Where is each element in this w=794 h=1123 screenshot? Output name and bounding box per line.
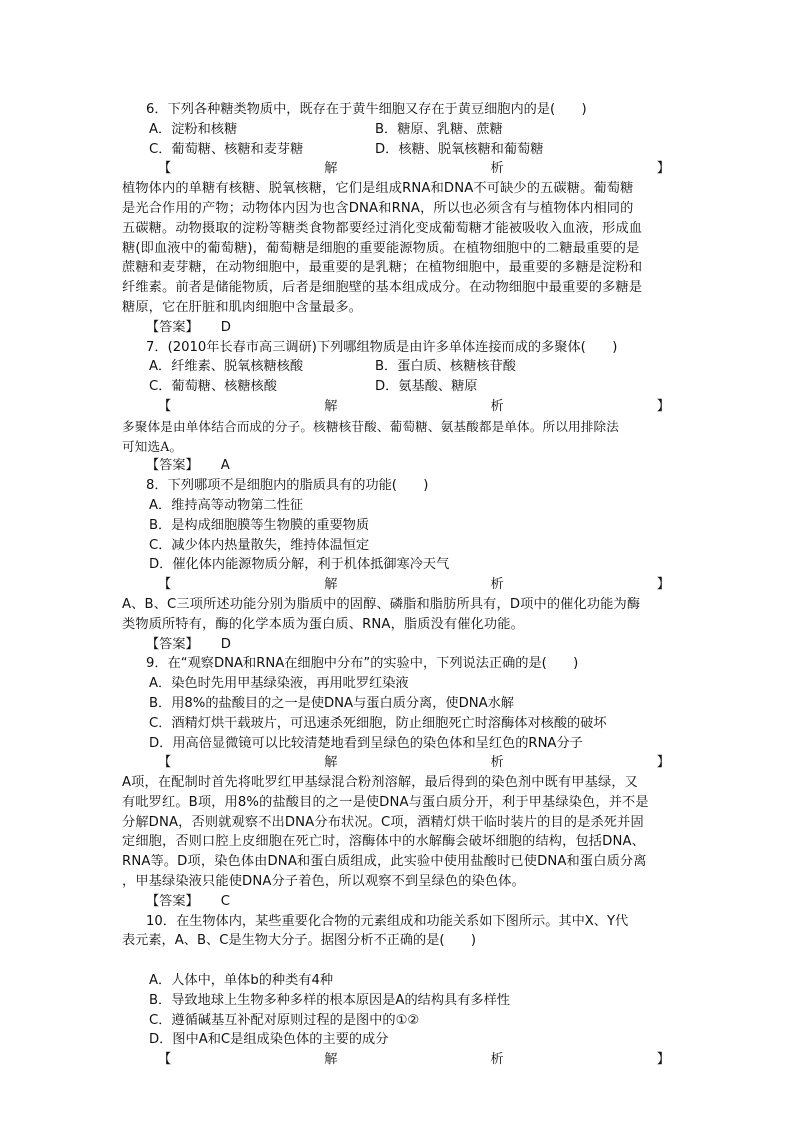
analysis-char-1: 解 <box>324 755 338 771</box>
option-b: B．导致地球上生物多种多样的根本原因是A的结构具有多样性 <box>149 992 510 1008</box>
bracket-open: 【 <box>158 755 172 771</box>
option-b: B．糖原、乳糖、蔗糖 <box>375 121 503 137</box>
option-c: C．葡萄糖、核糖核酸 <box>149 379 277 395</box>
bracket-close: 】 <box>656 1052 670 1068</box>
option-c: C．遵循碱基互补配对原则过程的是图中的①② <box>149 1012 420 1028</box>
question-7-options-cd <box>122 377 674 397</box>
analysis-line: 有吡罗红。B项，用8%的盐酸目的之一是使DNA与蛋白质分开，利于甲基绿染色，并不是 <box>122 794 649 810</box>
analysis-line: 多聚体是由单体结合而成的分子。核糖核苷酸、葡萄糖、氨基酸都是单体。所以用排除法 <box>122 418 620 434</box>
option-a: A．染色时先用甲基绿染液，再用吡罗红染液 <box>149 676 409 692</box>
answer-value: A <box>220 458 230 474</box>
option-b: B．是构成细胞膜等生物膜的重要物质 <box>149 517 370 533</box>
analysis-line: A、B、C三项所述功能分别为脂质中的固醇、磷脂和脂肪所具有，D项中的催化功能为酶 <box>122 596 641 612</box>
answer-label: 【答案】 <box>146 319 199 335</box>
bracket-close: 】 <box>656 398 670 414</box>
question-10-stem-line-1: 10．在生物体内，某些重要化合物的元素组成和功能关系如下图所示。其中X、Y代 <box>146 913 629 929</box>
analysis-header <box>122 1050 674 1070</box>
bracket-open: 【 <box>158 1052 172 1068</box>
analysis-header <box>122 753 674 773</box>
question-6-options-ab <box>122 120 674 140</box>
question-10-stem-line-2: 表元素，A、B、C是生物大分子。据图分析不正确的是( ) <box>122 933 477 949</box>
analysis-line: RNA等。D项，染色体由DNA和蛋白质组成，此实验中使用盐酸时已使DNA和蛋白质分离 <box>122 854 647 870</box>
analysis-line: 糖原，它在肝脏和肌肉细胞中含量最多。 <box>122 299 363 315</box>
bracket-open: 【 <box>158 577 172 593</box>
option-b: B．蛋白质、核糖核苷酸 <box>375 359 516 375</box>
answer-value: D <box>220 319 231 335</box>
analysis-char-1: 解 <box>324 398 338 414</box>
option-d: D．图中A和C是组成染色体的主要的成分 <box>149 1032 389 1048</box>
question-7-stem: 7．(2010年长春市高三调研)下列哪组物质是由许多单体连接而成的多聚体( ) <box>146 339 618 355</box>
question-6-answer <box>122 318 674 338</box>
analysis-char-1: 解 <box>324 161 338 177</box>
figure-gap <box>122 951 674 971</box>
analysis-char-2: 析 <box>490 577 504 593</box>
analysis-line: 分解DNA，否则就观察不出DNA分布状况。C项，酒精灯烘干临时装片的目的是杀死并固 <box>122 814 644 830</box>
option-c: C．葡萄糖、核糖和麦芽糖 <box>149 141 304 157</box>
question-9-analysis <box>122 773 674 892</box>
question-6-options-cd <box>122 140 674 160</box>
analysis-line: 类物质所特有，酶的化学本质为蛋白质、RNA，脂质没有催化功能。 <box>122 616 524 632</box>
analysis-header <box>122 397 674 417</box>
option-c: C．酒精灯烘干载玻片，可迅速杀死细胞，防止细胞死亡时溶酶体对核酸的破坏 <box>149 715 607 731</box>
answer-value: D <box>220 636 231 652</box>
question-8-analysis <box>122 595 674 635</box>
analysis-header <box>122 575 674 595</box>
option-d: D．催化体内能源物质分解，利于机体抵御寒冷天气 <box>149 557 450 573</box>
analysis-line: A项，在配制时首先将吡罗红甲基绿混合粉剂溶解，最后得到的染色剂中既有甲基绿，又 <box>122 775 638 791</box>
answer-label: 【答案】 <box>146 636 199 652</box>
analysis-char-2: 析 <box>490 161 504 177</box>
option-d: D．用高倍显微镜可以比较清楚地看到呈绿色的染色体和呈红色的RNA分子 <box>149 735 583 751</box>
analysis-line: 纤维素。前者是储能物质，后者是细胞壁的基本组成成分。在动物细胞中最重要的多糖是 <box>122 280 643 296</box>
analysis-line: 植物体内的单糖有核糖、脱氧核糖，它们是组成RNA和DNA不可缺少的五碳糖。葡萄糖 <box>122 181 634 197</box>
document-page <box>122 100 674 1070</box>
option-d: D．核糖、脱氧核糖和葡萄糖 <box>375 141 544 157</box>
question-6-analysis <box>122 179 674 318</box>
analysis-char-2: 析 <box>490 755 504 771</box>
option-b: B．用8%的盐酸目的之一是使DNA与蛋白质分离，使DNA水解 <box>149 695 514 711</box>
question-9-answer <box>122 892 674 912</box>
bracket-close: 】 <box>656 577 670 593</box>
question-8-answer <box>122 635 674 655</box>
analysis-char-1: 解 <box>324 1052 338 1068</box>
question-6-stem: 6．下列各种糖类物质中，既存在于黄牛细胞又存在于黄豆细胞内的是( ) <box>146 102 587 117</box>
option-a: A．纤维素、脱氧核糖核酸 <box>149 359 304 375</box>
answer-label: 【答案】 <box>146 458 199 474</box>
bracket-open: 【 <box>158 161 172 177</box>
bracket-open: 【 <box>158 398 172 414</box>
option-a: A．淀粉和核糖 <box>149 121 238 137</box>
analysis-line: 是光合作用的产物；动物体内因为也含DNA和RNA，所以也必须含有与植物体内相同的 <box>122 200 634 216</box>
option-c: C．减少体内热量散失，维持体温恒定 <box>149 537 370 553</box>
answer-label: 【答案】 <box>146 893 199 909</box>
analysis-char-2: 析 <box>490 398 504 414</box>
question-7-options-ab <box>122 357 674 377</box>
analysis-line: 可知选A。 <box>122 438 183 454</box>
analysis-line: 五碳糖。动物摄取的淀粉等糖类食物都要经过消化变成葡萄糖才能被吸收入血液，形成血 <box>122 220 643 236</box>
option-a: A．人体中，单体b的种类有4种 <box>149 973 334 989</box>
bracket-close: 】 <box>656 161 670 177</box>
option-a: A．维持高等动物第二性征 <box>149 497 304 513</box>
question-7-analysis <box>122 417 674 457</box>
analysis-line: 蔗糖和麦芽糖，在动物细胞中，最重要的是乳糖；在植物细胞中，最重要的多糖是淀粉和 <box>122 260 643 276</box>
question-7-answer <box>122 456 674 476</box>
question-9-stem: 9．在“观察DNA和RNA在细胞中分布”的实验中，下列说法正确的是( ) <box>146 656 579 672</box>
analysis-line: 定细胞，否则口腔上皮细胞在死亡时，溶酶体中的水解酶会破坏细胞的结构，包括DNA、 <box>122 834 645 850</box>
analysis-line: 糖(即血液中的葡萄糖)，葡萄糖是细胞的重要能源物质。在植物细胞中的二糖最重要的是 <box>122 240 640 256</box>
option-d: D．氨基酸、糖原 <box>375 379 478 395</box>
answer-value: C <box>220 893 230 909</box>
analysis-header <box>122 159 674 179</box>
analysis-line: ，甲基绿染液只能使DNA分子着色，所以观察不到呈绿色的染色体。 <box>122 874 525 890</box>
question-8-stem: 8．下列哪项不是细胞内的脂质具有的功能( ) <box>146 478 429 494</box>
bracket-close: 】 <box>656 755 670 771</box>
analysis-char-2: 析 <box>490 1052 504 1068</box>
analysis-char-1: 解 <box>324 577 338 593</box>
